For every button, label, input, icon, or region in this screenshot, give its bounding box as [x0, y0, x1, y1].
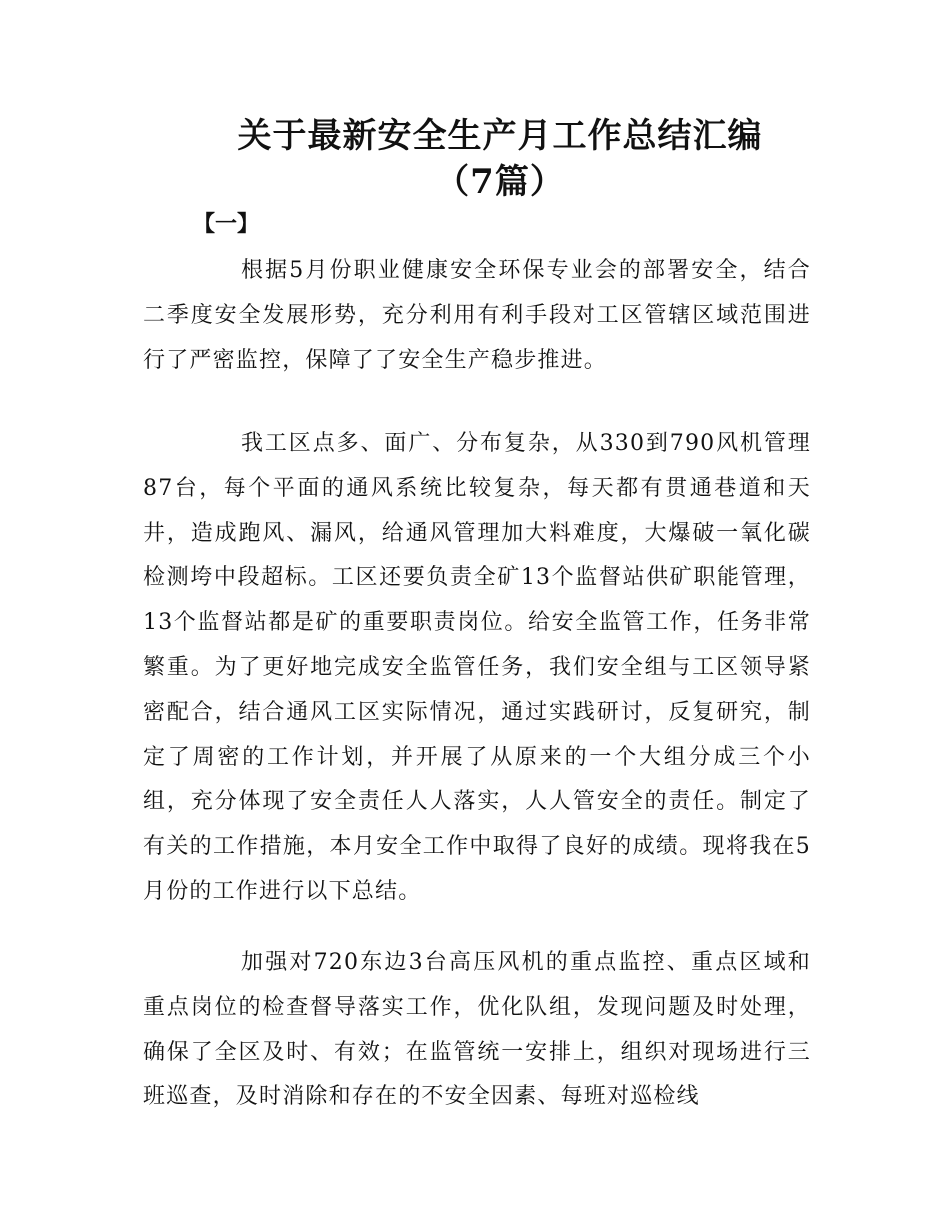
document-title: 关于最新安全生产月工作总结汇编	[237, 116, 763, 156]
paragraph-1: 根据5月份职业健康安全环保专业会的部署安全，结合二季度安全发展形势，充分利用有利手段对工区管辖区域范围进行了严密监控，保障了了安全生产稳步推进。	[143, 258, 811, 373]
document-title-count: （7篇）	[435, 162, 565, 202]
paragraph-2: 我工区点多、面广、分布复杂，从330到790风机管理87台，每个平面的通风系统比较复杂，每天都有贯通巷道和天井，造成跑风、漏风，给通风管理加大料难度，大爆破一氧化碳检测垮中段超标。工区还要负责全矿13个监督站供矿职能管理，13个监督站都是矿的重要职责岗位。给安全监管工作，任务非常繁重。为了更好地完成安全监管任务，我们安全组与工区领导紧密配合，结合通风工区实际情况，通过实践研讨，反复研究，制定了周密的工作计划，并开展了从原来的一个大组分成三个小组，充分体现了安全责任人人落实，人人管安全的责任。制定了有关的工作措施，本月安全工作中取得了良好的成绩。现将我在5月份的工作进行以下总结。	[143, 431, 811, 904]
section-marker: 【一】	[193, 211, 260, 237]
paragraph-3: 加强对720东边3台高压风机的重点监控、重点区域和重点岗位的检查督导落实工作，优化队组，发现问题及时处理，确保了全区及时、有效；在监管统一安排上，组织对现场进行三班巡查，及时消除和存在的不安全因素、每班对巡检线	[143, 950, 811, 1110]
